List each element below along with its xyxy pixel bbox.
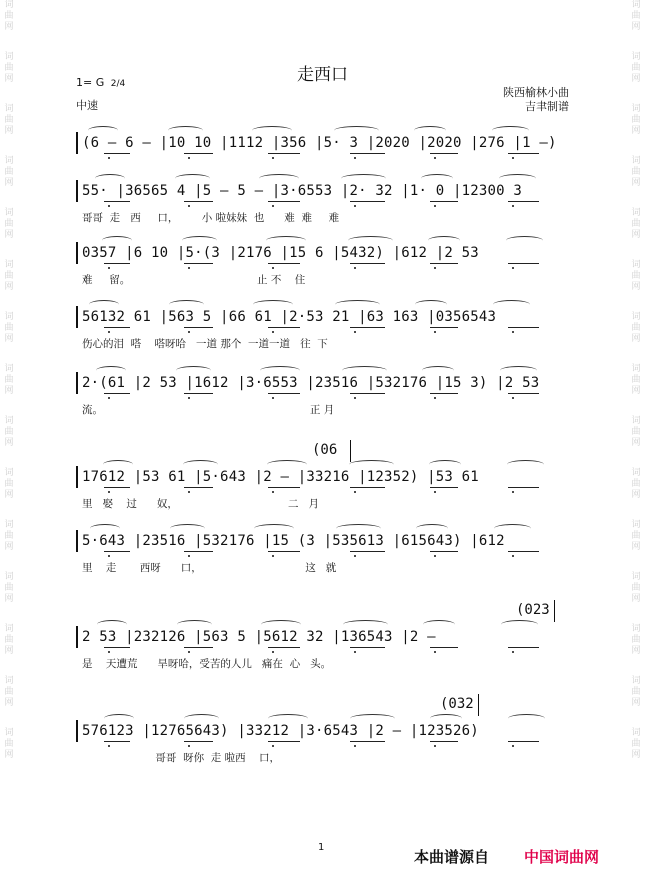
watermark-char: 词 (4, 0, 14, 10)
slur-mark (494, 524, 531, 533)
watermark-char: 曲 (4, 323, 14, 333)
watermark-char: 网 (4, 22, 14, 32)
key-signature (76, 76, 125, 89)
octave-dot (354, 555, 356, 557)
watermark-char: 曲 (4, 167, 14, 177)
watermark-char: 曲 (631, 323, 641, 333)
watermark-char: 词 (631, 156, 641, 166)
watermark-char: 网 (4, 490, 14, 500)
pickup-notes: (023 (516, 602, 550, 618)
watermark-char: 曲 (631, 63, 641, 73)
octave-dot (108, 267, 110, 269)
octave-dot (354, 745, 356, 747)
octave-dot (354, 651, 356, 653)
bar-line (76, 626, 78, 648)
slur-mark (334, 126, 379, 135)
beam-underline (268, 647, 300, 648)
slur-mark (254, 524, 294, 533)
watermark-char: 曲 (4, 739, 14, 749)
watermark-char: 词 (631, 208, 641, 218)
watermark-char: 曲 (4, 427, 14, 437)
beam-underline (268, 153, 300, 154)
watermark-char: 词 (631, 728, 641, 738)
footer-site-name: 中国词曲网 (524, 848, 600, 866)
watermark-char: 曲 (4, 63, 14, 73)
beam-underline (104, 551, 130, 552)
watermark-char: 词 (631, 624, 641, 634)
beam-underline (104, 153, 130, 154)
slur-mark (506, 236, 543, 245)
watermark-char: 网 (4, 646, 14, 656)
octave-dot (434, 491, 436, 493)
beam-underline (104, 263, 130, 264)
watermark-char: 曲 (4, 583, 14, 593)
octave-dot (272, 331, 274, 333)
beam-underline (268, 263, 300, 264)
beam-underline (184, 551, 213, 552)
beam-underline (268, 551, 300, 552)
beam-underline (350, 327, 385, 328)
octave-dot (434, 267, 436, 269)
slur-mark (260, 366, 300, 375)
watermark-char: 曲 (4, 375, 14, 385)
watermark-char: 词 (4, 364, 14, 374)
slur-mark (103, 460, 133, 469)
bar-line (76, 720, 78, 742)
slur-mark (423, 620, 455, 629)
beam-underline (184, 201, 213, 202)
slur-mark (349, 460, 394, 469)
slur-mark (97, 620, 127, 629)
bar-line (76, 242, 78, 264)
octave-dot (188, 331, 190, 333)
score-title: 走西口 (297, 65, 348, 85)
octave-dot (272, 157, 274, 159)
watermark-char: 曲 (631, 271, 641, 281)
arranger: 吉聿制谱 (525, 100, 569, 113)
beam-underline (430, 487, 458, 488)
beam-underline (508, 201, 539, 202)
piece-source: 陕西榆林小曲 (503, 86, 569, 99)
watermark-char: 网 (631, 126, 641, 136)
slur-mark (492, 126, 529, 135)
watermark-char: 词 (4, 52, 14, 62)
slur-mark (104, 714, 134, 723)
bar-line (76, 306, 78, 328)
notation-line: 2 53 |232126 |563 5 |5612 32 |136543 |2 — (82, 629, 436, 645)
watermark-char: 网 (631, 646, 641, 656)
slur-mark (96, 366, 126, 375)
octave-dot (434, 397, 436, 399)
slur-mark (170, 524, 205, 533)
beam-underline (508, 551, 539, 552)
beam-underline (104, 327, 130, 328)
watermark-char: 网 (4, 230, 14, 240)
beam-underline (184, 263, 213, 264)
slur-mark (266, 236, 306, 245)
octave-dot (512, 267, 514, 269)
octave-dot (512, 331, 514, 333)
watermark-char: 曲 (4, 219, 14, 229)
beam-underline (350, 487, 385, 488)
slur-mark (268, 714, 308, 723)
beam-underline (184, 153, 213, 154)
notation-line: 576123 |12765643) |33212 |3·6543 |2 — |123526) (82, 723, 479, 739)
watermark-char: 网 (631, 334, 641, 344)
lyrics-line: 哥哥 呀你 走 啦西 口， (82, 752, 280, 764)
beam-underline (104, 741, 130, 742)
slur-mark (175, 174, 210, 183)
slur-mark (350, 714, 395, 723)
bar-line (478, 694, 479, 716)
lyrics-line (82, 162, 570, 178)
watermark-left (0, 0, 18, 891)
tempo-marking: 中速 (76, 99, 98, 112)
octave-dot (108, 205, 110, 207)
octave-dot (354, 491, 356, 493)
slur-mark (499, 174, 536, 183)
watermark-char: 网 (631, 490, 641, 500)
bar-line (76, 530, 78, 552)
notation-line: 2·(61 |2 53 |1612 |3·6553 |23516 |532176 |15 3) |2 53 (82, 375, 540, 391)
beam-underline (104, 201, 130, 202)
bar-line (76, 466, 78, 488)
watermark-char: 曲 (631, 115, 641, 125)
lyrics-line: 里 娶 过 奴， 二 月 (82, 498, 320, 510)
watermark-char: 词 (4, 468, 14, 478)
octave-dot (108, 745, 110, 747)
watermark-char: 词 (4, 260, 14, 270)
bar-line (76, 180, 78, 202)
notation-line: 56132 61 |563 5 |66 61 |2·53 21 |63 163 |0356543 (82, 309, 497, 325)
slur-mark (415, 300, 447, 309)
slur-mark (416, 524, 448, 533)
beam-underline (184, 393, 213, 394)
watermark-char: 曲 (631, 635, 641, 645)
watermark-char: 网 (4, 438, 14, 448)
page-number: 1 (318, 842, 325, 853)
slur-mark (259, 174, 299, 183)
octave-dot (354, 157, 356, 159)
watermark-char: 词 (4, 572, 14, 582)
slur-mark (422, 366, 454, 375)
meter-label: 2/4 (110, 79, 126, 89)
slur-mark (430, 714, 462, 723)
slur-mark (414, 126, 446, 135)
slur-mark (184, 714, 219, 723)
beam-underline (184, 741, 213, 742)
beam-underline (430, 741, 458, 742)
octave-dot (188, 651, 190, 653)
octave-dot (272, 745, 274, 747)
notation-line: 55· |36565 4 |5 — 5 — |3·6553 |2· 32 |1· 0 |12300 3 (82, 183, 523, 199)
watermark-char: 网 (631, 22, 641, 32)
beam-underline (508, 263, 539, 264)
beam-underline (350, 647, 385, 648)
lyrics-line: 流。 正 月 (82, 404, 335, 416)
beam-underline (350, 201, 385, 202)
watermark-char: 网 (631, 750, 641, 760)
watermark-char: 曲 (631, 167, 641, 177)
octave-dot (354, 205, 356, 207)
octave-dot (512, 397, 514, 399)
watermark-char: 网 (4, 334, 14, 344)
octave-dot (512, 491, 514, 493)
octave-dot (108, 157, 110, 159)
slur-mark (493, 300, 530, 309)
slur-mark (168, 126, 203, 135)
lyrics-line: 里 走 西呀 口， 这 就 (82, 562, 337, 574)
beam-underline (430, 327, 458, 328)
beam-underline (350, 551, 385, 552)
watermark-right (627, 0, 645, 891)
slur-mark (102, 236, 132, 245)
watermark-char: 网 (4, 126, 14, 136)
octave-dot (272, 205, 274, 207)
slur-mark (176, 366, 211, 375)
beam-underline (350, 393, 385, 394)
notation-line: 5·643 |23516 |532176 |15 (3 |535613 |615643) |612 (82, 533, 505, 549)
slur-mark (421, 174, 453, 183)
slur-mark (507, 460, 544, 469)
watermark-char: 网 (631, 698, 641, 708)
footer-source-label: 本曲谱源自 (414, 848, 490, 866)
watermark-char: 曲 (4, 531, 14, 541)
octave-dot (188, 555, 190, 557)
watermark-char: 曲 (4, 479, 14, 489)
octave-dot (434, 651, 436, 653)
slur-mark (253, 300, 293, 309)
beam-underline (184, 647, 213, 648)
beam-underline (350, 741, 385, 742)
watermark-char: 词 (631, 52, 641, 62)
watermark-char: 词 (4, 208, 14, 218)
watermark-char: 曲 (631, 583, 641, 593)
octave-dot (188, 491, 190, 493)
beam-underline (104, 393, 130, 394)
octave-dot (512, 651, 514, 653)
slur-mark (252, 126, 292, 135)
watermark-char: 词 (4, 104, 14, 114)
octave-dot (354, 267, 356, 269)
watermark-char: 曲 (631, 375, 641, 385)
pickup-notes: (032 (440, 696, 474, 712)
watermark-char: 网 (631, 438, 641, 448)
notation-line: (6 — 6 — |10 10 |1112 |356 |5· 3 |2020 |2020 |276 |1 —) (82, 135, 557, 151)
octave-dot (354, 331, 356, 333)
octave-dot (188, 745, 190, 747)
lyrics-line: 难 留。 止 不 住 (82, 274, 306, 286)
watermark-char: 网 (4, 74, 14, 84)
watermark-char: 网 (631, 178, 641, 188)
watermark-char: 曲 (631, 479, 641, 489)
beam-underline (104, 647, 130, 648)
octave-dot (512, 157, 514, 159)
beam-underline (508, 487, 539, 488)
octave-dot (108, 331, 110, 333)
watermark-char: 网 (631, 542, 641, 552)
slur-mark (90, 524, 120, 533)
beam-underline (268, 327, 300, 328)
slur-mark (500, 366, 537, 375)
slur-mark (182, 236, 217, 245)
octave-dot (434, 745, 436, 747)
watermark-char: 网 (4, 542, 14, 552)
octave-dot (108, 397, 110, 399)
octave-dot (354, 397, 356, 399)
watermark-char: 词 (631, 676, 641, 686)
octave-dot (108, 555, 110, 557)
watermark-char: 网 (631, 230, 641, 240)
slur-mark (88, 126, 118, 135)
watermark-char: 网 (631, 74, 641, 84)
watermark-char: 词 (4, 728, 14, 738)
watermark-char: 曲 (631, 687, 641, 697)
lyrics-line: 哥哥 走 西 口， 小 啦妹妹 也 难 难 难 (82, 212, 340, 224)
beam-underline (268, 393, 300, 394)
notation-line: 17612 |53 61 |5·643 |2 — |33216 |12352) |53 61 (82, 469, 479, 485)
beam-underline (104, 487, 130, 488)
watermark-char: 曲 (631, 427, 641, 437)
watermark-char: 词 (631, 468, 641, 478)
octave-dot (188, 397, 190, 399)
octave-dot (512, 205, 514, 207)
watermark-char: 网 (4, 178, 14, 188)
slur-mark (343, 620, 388, 629)
slur-mark (177, 620, 212, 629)
slur-mark (183, 460, 218, 469)
lyrics-line: 是 天遭荒 旱呀哈，受苦的人儿 痛在 心 头。 (82, 658, 332, 670)
watermark-char: 曲 (631, 219, 641, 229)
beam-underline (508, 741, 539, 742)
octave-dot (108, 491, 110, 493)
beam-underline (268, 201, 300, 202)
watermark-char: 网 (4, 282, 14, 292)
octave-dot (188, 267, 190, 269)
beam-underline (430, 393, 458, 394)
watermark-char: 词 (631, 260, 641, 270)
octave-dot (272, 651, 274, 653)
watermark-char: 词 (4, 520, 14, 530)
octave-dot (188, 205, 190, 207)
beam-underline (508, 153, 539, 154)
watermark-char: 网 (631, 282, 641, 292)
beam-underline (350, 153, 385, 154)
watermark-char: 网 (631, 386, 641, 396)
watermark-char: 曲 (631, 739, 641, 749)
watermark-char: 词 (631, 572, 641, 582)
watermark-char: 曲 (4, 635, 14, 645)
slur-mark (261, 620, 301, 629)
bar-line (76, 132, 78, 154)
octave-dot (108, 651, 110, 653)
watermark-char: 网 (4, 386, 14, 396)
beam-underline (350, 263, 385, 264)
watermark-char: 词 (4, 624, 14, 634)
slur-mark (95, 174, 125, 183)
watermark-char: 曲 (4, 115, 14, 125)
slur-mark (336, 524, 381, 533)
octave-dot (512, 745, 514, 747)
beam-underline (184, 327, 213, 328)
bar-line (76, 372, 78, 394)
slur-mark (89, 300, 119, 309)
beam-underline (430, 153, 458, 154)
watermark-char: 词 (631, 520, 641, 530)
octave-dot (512, 555, 514, 557)
slur-mark (348, 236, 393, 245)
beam-underline (268, 487, 300, 488)
octave-dot (188, 157, 190, 159)
watermark-char: 词 (4, 676, 14, 686)
watermark-char: 词 (631, 416, 641, 426)
octave-dot (272, 491, 274, 493)
octave-dot (434, 331, 436, 333)
watermark-char: 词 (631, 364, 641, 374)
octave-dot (434, 555, 436, 557)
key-label: 1= G (76, 76, 105, 89)
beam-underline (508, 393, 539, 394)
watermark-char: 曲 (631, 531, 641, 541)
beam-underline (268, 741, 300, 742)
slur-mark (428, 236, 460, 245)
octave-dot (434, 205, 436, 207)
watermark-char: 词 (631, 104, 641, 114)
octave-dot (272, 555, 274, 557)
octave-dot (434, 157, 436, 159)
watermark-char: 曲 (4, 271, 14, 281)
beam-underline (184, 487, 213, 488)
watermark-char: 曲 (4, 687, 14, 697)
beam-underline (430, 551, 458, 552)
notation-line: 0357 |6 10 |5·(3 |2176 |15 6 |5432) |612 |2 53 (82, 245, 479, 261)
bar-line (554, 600, 555, 622)
watermark-char: 网 (4, 750, 14, 760)
watermark-char: 词 (4, 156, 14, 166)
watermark-char: 词 (4, 312, 14, 322)
slur-mark (501, 620, 538, 629)
watermark-char: 曲 (4, 11, 14, 21)
slur-mark (429, 460, 461, 469)
slur-mark (267, 460, 307, 469)
lyrics-line: 伤心的泪 嗒 嗒呀哈 一道 那个 一道一道 往 下 (82, 338, 328, 350)
slur-mark (169, 300, 204, 309)
slur-mark (341, 174, 386, 183)
octave-dot (272, 397, 274, 399)
watermark-char: 曲 (631, 11, 641, 21)
pickup-notes: (06 (312, 442, 338, 458)
watermark-char: 词 (4, 416, 14, 426)
watermark-char: 网 (4, 594, 14, 604)
octave-dot (272, 267, 274, 269)
watermark-char: 词 (631, 0, 641, 10)
slur-mark (342, 366, 387, 375)
watermark-char: 网 (631, 594, 641, 604)
bar-line (350, 440, 351, 462)
slur-mark (335, 300, 380, 309)
beam-underline (508, 327, 539, 328)
slur-mark (508, 714, 545, 723)
watermark-char: 网 (4, 698, 14, 708)
beam-underline (430, 201, 458, 202)
beam-underline (508, 647, 539, 648)
beam-underline (430, 647, 458, 648)
watermark-char: 词 (631, 312, 641, 322)
beam-underline (430, 263, 458, 264)
